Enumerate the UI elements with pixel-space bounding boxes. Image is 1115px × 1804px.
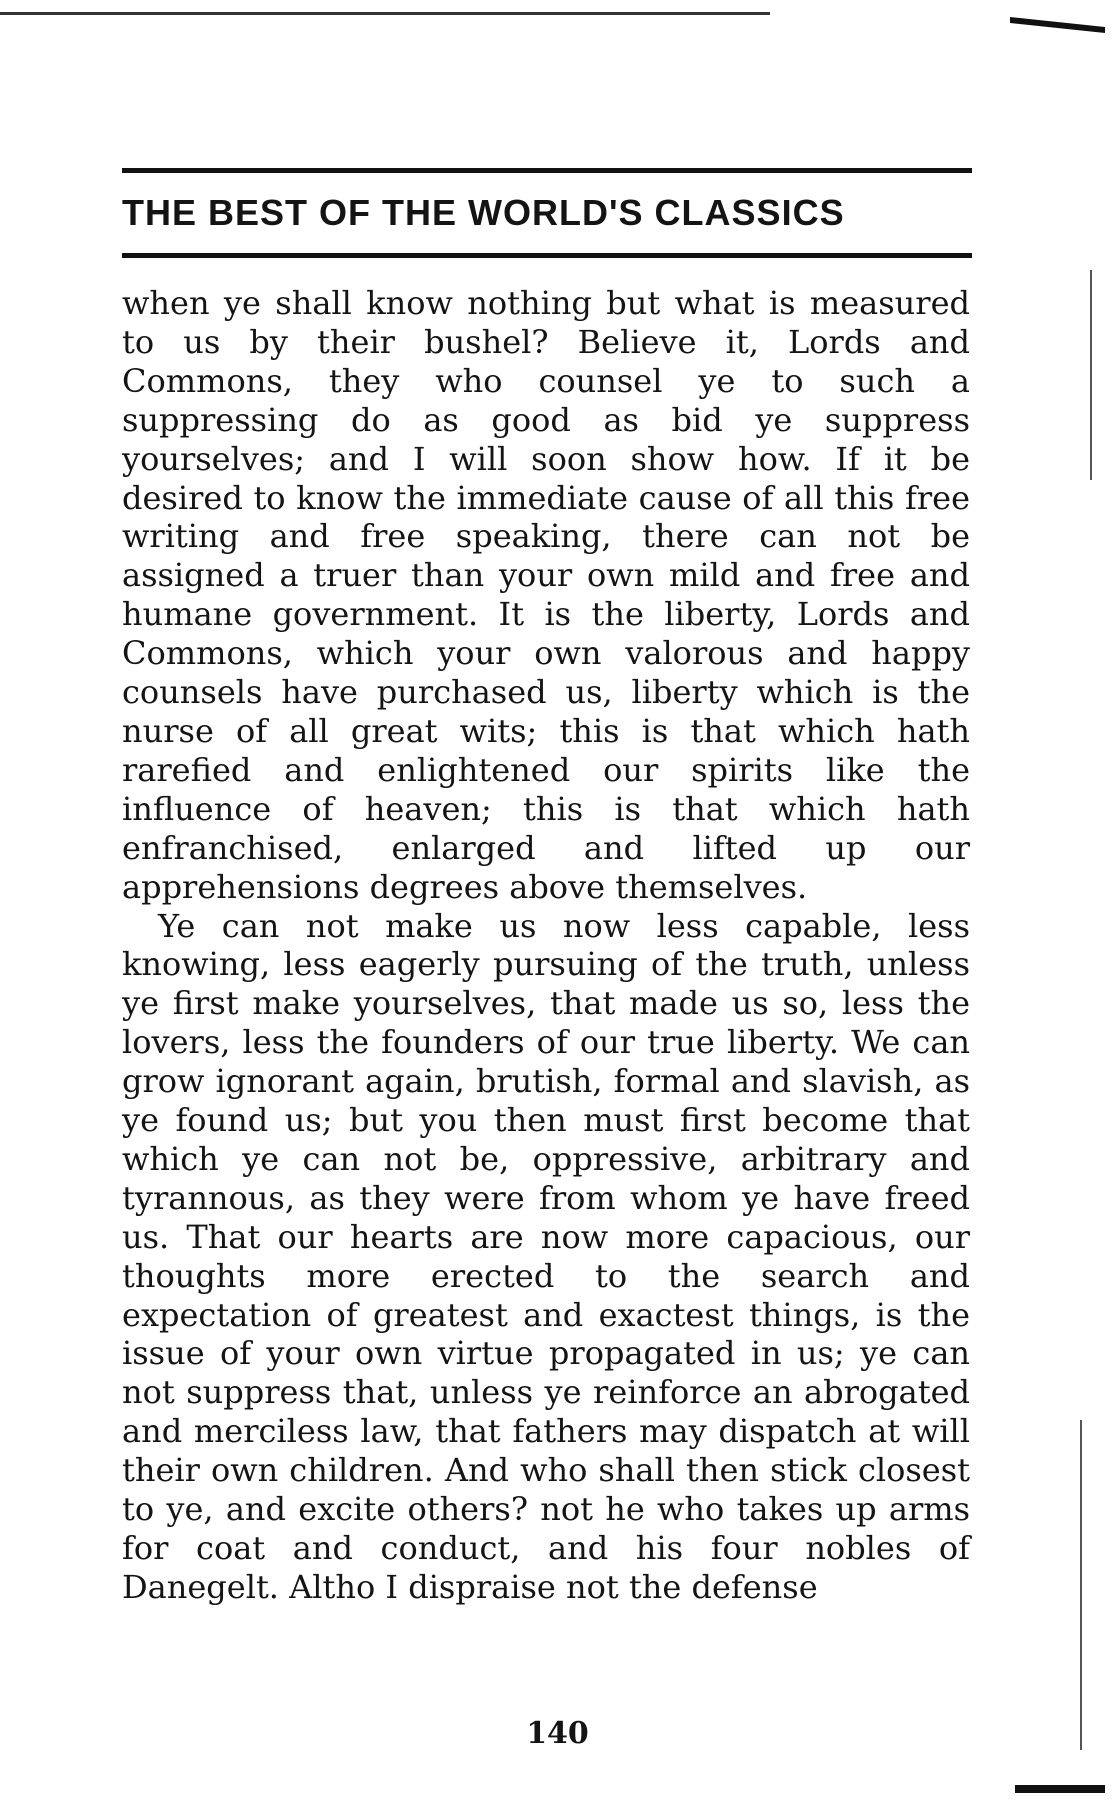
margin-line-upper	[1090, 270, 1092, 480]
top-edge-rule	[0, 12, 770, 15]
paragraph-2: Ye can not make us now less capable, less knowing, less eagerly pursuing of the truth, unless ye first make yourselves, that made us so, less the lovers, less the founders of our true liberty. We can grow ignorant again, brutish, formal and slavish, as ye found us; but you then must first become that which ye can not be, oppressive, arbitrary and tyrannous, as they were from whom ye have freed us. That our hearts are now more capacious, our thoughts more erected to the search and expectation of greatest and exactest things, is the issue of your own virtue propagated in us; ye can not suppress that, unless ye reinforce an abrogated and merciless law, that fathers may dispatch at will their own children. And who shall then stick closest to ye, and excite others? not he who takes up arms for coat and conduct, and his four nobles of Danegelt. Altho I dispraise not the defense	[122, 906, 970, 1606]
margin-line-lower	[1080, 1420, 1082, 1750]
header-rule-top	[122, 168, 972, 173]
top-corner-mark	[1010, 17, 1105, 33]
header-rule-bottom	[122, 253, 972, 258]
body-text	[122, 284, 970, 1607]
paragraph-1: when ye shall know nothing but what is measured to us by their bushel? Believe it, Lords and Commons, they who counsel ye to such a suppressing do as good as bid ye suppress yourselves; and I will soon show how. If it be desired to know the immediate cause of all this free writing and free speaking, there can not be assigned a truer than your own mild and free and humane government. It is the liberty, Lords and Commons, which your own valorous and happy counsels have purchased us, liberty which is the nurse of all great wits; this is that which hath rarefied and enlightened our spirits like the influence of heaven; this is that which hath enfranchised, enlarged and lifted up our apprehensions degrees above themselves.	[122, 284, 970, 906]
running-head: THE BEST OF THE WORLD'S CLASSICS	[122, 192, 845, 233]
page-number: 140	[526, 1716, 589, 1751]
bottom-corner-mark	[1015, 1785, 1105, 1793]
